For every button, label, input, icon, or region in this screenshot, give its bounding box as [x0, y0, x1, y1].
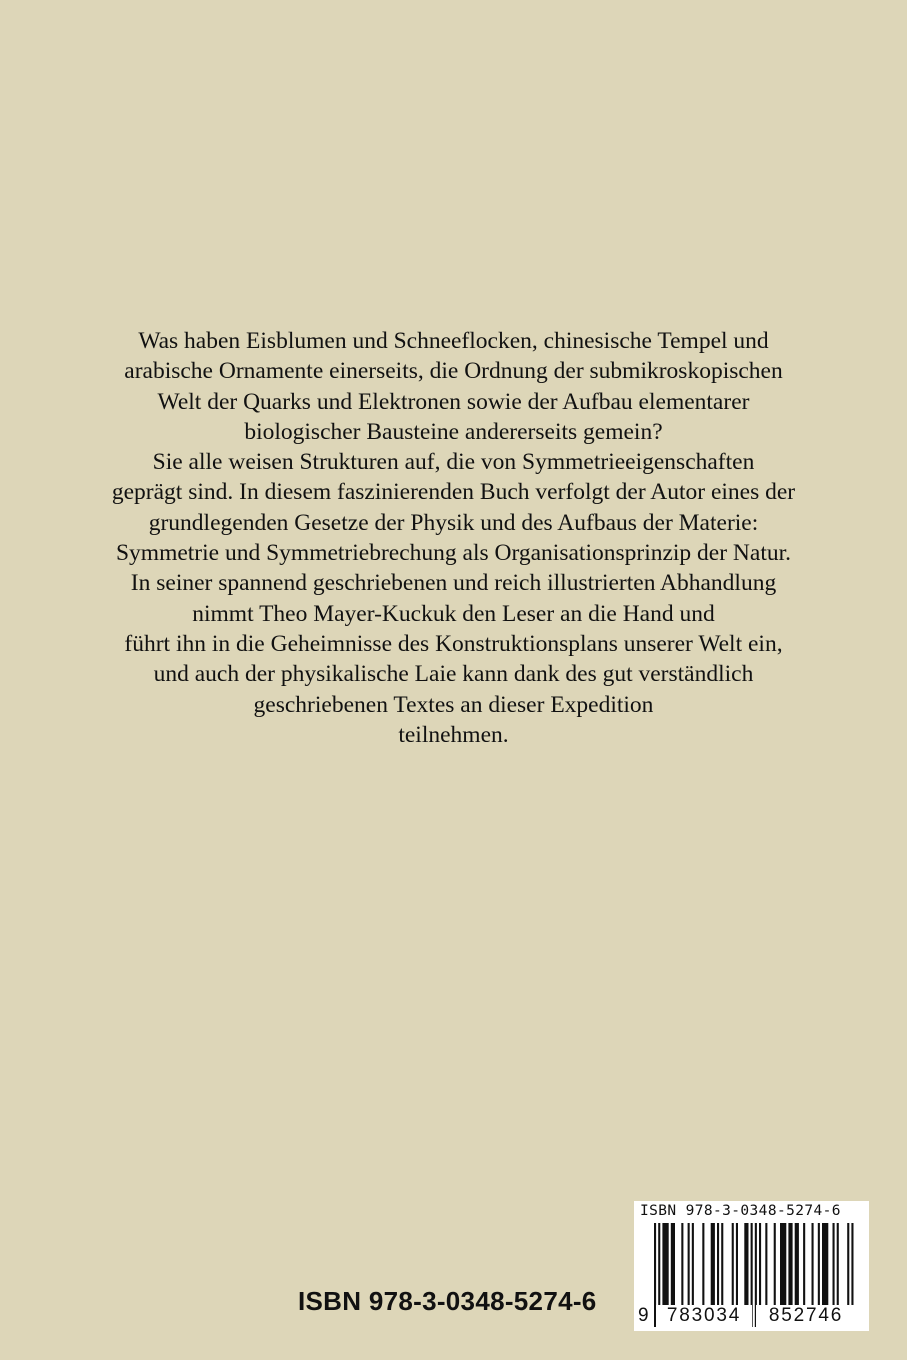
isbn-label: ISBN 978-3-0348-5274-6 — [298, 1286, 597, 1316]
barcode-bar — [732, 1223, 734, 1311]
barcode-bar — [795, 1223, 799, 1311]
barcode-bar — [721, 1223, 723, 1311]
barcode-bar — [788, 1223, 792, 1311]
barcode-bar — [765, 1223, 767, 1311]
barcode-bar — [711, 1223, 715, 1311]
blurb-line: grundlegenden Gesetze der Physik und des Aufbaus der Materie: — [148, 509, 759, 536]
barcode-bar — [681, 1223, 683, 1311]
blurb-line: In seiner spannend geschriebenen und reich illustrierten Abhandlung — [130, 570, 777, 597]
barcode-bar — [662, 1223, 668, 1311]
blurb-line: und auch der physikalische Laie kann dank des gut verständlich — [153, 661, 754, 688]
barcode-bar — [671, 1223, 675, 1311]
blurb-line: Was haben Eisblumen und Schneeflocken, chinesische Tempel und — [138, 328, 769, 354]
barcode-bar — [818, 1223, 820, 1311]
barcode-bar — [717, 1223, 719, 1311]
barcode-bar — [833, 1223, 835, 1311]
barcode-bar — [774, 1223, 776, 1311]
barcode-first-digit: 9 — [638, 1305, 649, 1326]
barcode-bar — [692, 1223, 694, 1311]
barcode-left-digits: 783034 — [656, 1305, 752, 1327]
barcode-bar — [803, 1223, 805, 1311]
blurb-line: geschriebenen Textes an dieser Expedition — [253, 691, 654, 718]
barcode-bar — [837, 1223, 839, 1311]
barcode-isbn-text: ISBN 978-3-0348-5274-6 — [640, 1203, 841, 1219]
back-cover-blurb — [40, 326, 867, 750]
barcode-digits — [634, 1305, 869, 1329]
barcode-bar — [688, 1223, 690, 1311]
blurb-line: führt ihn in die Geheimnisse des Konstruktionsplans unserer Welt ein, — [124, 630, 783, 657]
barcode-right-digits: 852746 — [756, 1305, 856, 1327]
blurb-line: Symmetrie und Symmetriebrechung als Organisationsprinzip der Natur. — [115, 540, 792, 567]
blurb-line: nimmt Theo Mayer-Kuckuk den Leser an die Hand und — [192, 600, 715, 627]
blurb-line: teilnehmen. — [398, 721, 509, 748]
barcode-bar — [780, 1223, 786, 1311]
blurb-line: biologischer Bausteine andererseits gemein? — [244, 418, 663, 445]
barcode-bar — [812, 1223, 814, 1311]
barcode-bar — [702, 1223, 704, 1311]
blurb-line: Sie alle weisen Strukturen auf, die von Symmetrieeigenschaften — [152, 449, 755, 476]
barcode-bar — [759, 1223, 761, 1311]
barcode-bar — [736, 1223, 738, 1311]
barcode — [634, 1201, 869, 1331]
barcode-bar — [744, 1223, 748, 1311]
blurb-line: arabische Ornamente einerseits, die Ordnung der submikroskopischen — [124, 358, 783, 385]
blurb-line: geprägt sind. In diesem faszinierenden Buch verfolgt der Autor eines der — [111, 479, 796, 506]
barcode-bar — [822, 1223, 828, 1311]
blurb-line: Welt der Quarks und Elektronen sowie der Aufbau elementarer — [157, 388, 750, 415]
